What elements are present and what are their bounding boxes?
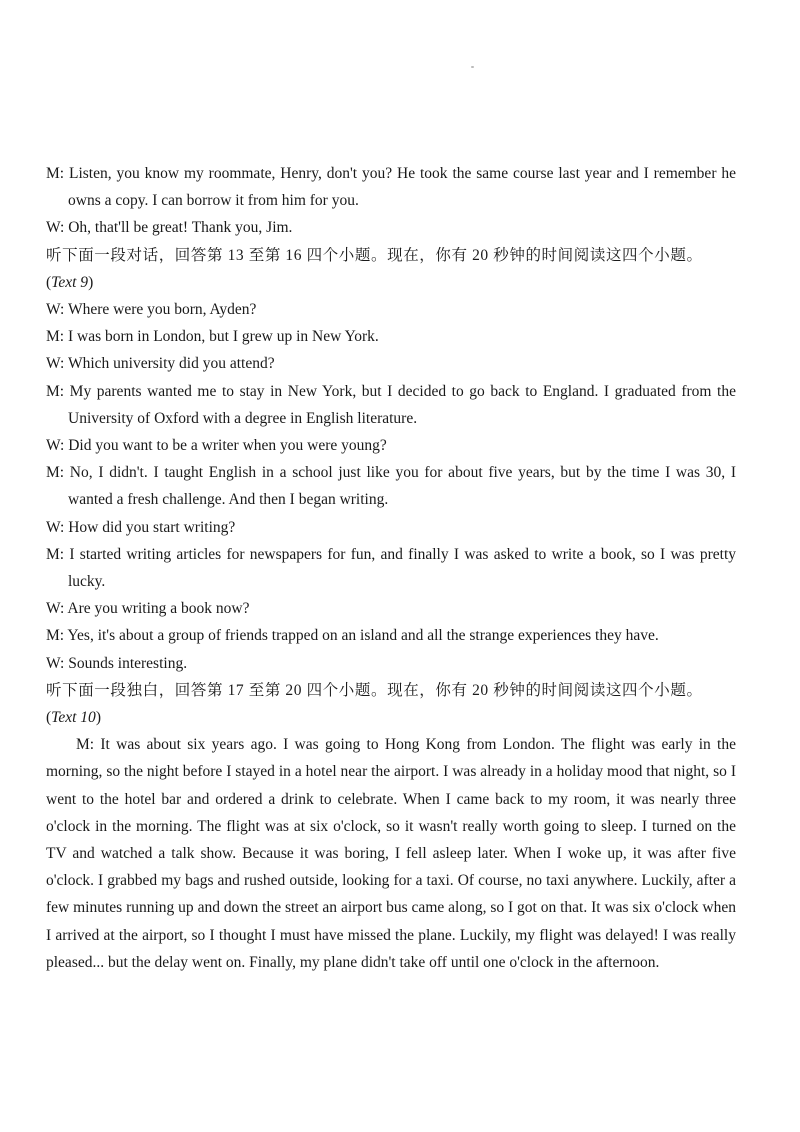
scan-speck	[471, 66, 474, 68]
dialogue-line: W: How did you start writing?	[46, 518, 236, 536]
dialogue-line: W: Are you writing a book now?	[46, 600, 250, 618]
dialogue-line: W: Where were you born, Ayden?	[46, 301, 257, 319]
dialogue-line: W: Which university did you attend?	[46, 355, 275, 373]
dialogue-line: M: I was born in London, but I grew up in New York.	[46, 328, 379, 346]
dialogue-line: W: Oh, that'll be great! Thank you, Jim.	[46, 219, 293, 237]
section-instruction: 听下面一段独白，回答第 17 至第 20 四个小题。现在，你有 20 秒钟的时间阅读这四个小题。	[46, 681, 703, 699]
dialogue-line: W: Sounds interesting.	[46, 654, 188, 672]
document-page	[46, 160, 736, 976]
text-label: (Text 10)	[46, 709, 101, 727]
dialogue-line: M: My parents wanted me to stay in New York, but I decided to go back to England. I graduated from the University of Oxford with a degree in English literature.	[46, 382, 736, 427]
dialogue-line: M: Listen, you know my roommate, Henry, don't you? He took the same course last year and I remember he owns a copy. I can borrow it from him for you.	[46, 165, 736, 210]
dialogue-line: M: No, I didn't. I taught English in a school just like you for about five years, but by the time I was 30, I wanted a fresh challenge. And then I began writing.	[46, 464, 736, 509]
dialogue-line: M: Yes, it's about a group of friends trapped on an island and all the strange experiences they have.	[46, 627, 659, 645]
dialogue-line: W: Did you want to be a writer when you were young?	[46, 437, 387, 455]
text-label-name: Text 9	[51, 273, 89, 291]
text-label-name: Text 10	[51, 709, 96, 727]
text-label: (Text 9)	[46, 273, 94, 291]
dialogue-line: M: I started writing articles for newspapers for fun, and finally I was asked to write a book, so I was pretty lucky.	[46, 545, 736, 591]
section-instruction: 听下面一段对话，回答第 13 至第 16 四个小题。现在，你有 20 秒钟的时间阅读这四个小题。	[46, 246, 703, 264]
monologue-paragraph: M: It was about six years ago. I was going to Hong Kong from London. The flight was early in the morning, so the night before I stayed in a hotel near the airport. I was already in a holiday mood that night, so I went to the hotel bar and ordered a drink to celebrate. When I came back to my room, it was nearly three o'clock in the morning. The flight was at six o'clock, so it wasn't really worth going to sleep. I turned on the TV and watched a talk show. Because it was boring, I fell asleep later. When I woke up, it was after five o'clock. I grabbed my bags and rushed outside, looking for a taxi. Of course, no taxi anywhere. Luckily, after a few minutes running up and down the street an airport bus came along, so I got on that. It was six o'clock when I arrived at the airport, so I thought I must have missed the plane. Luckily, my flight was delayed! I was really pleased... but the delay went on. Finally, my plane didn't take off until one o'clock in the afternoon.	[46, 736, 736, 971]
